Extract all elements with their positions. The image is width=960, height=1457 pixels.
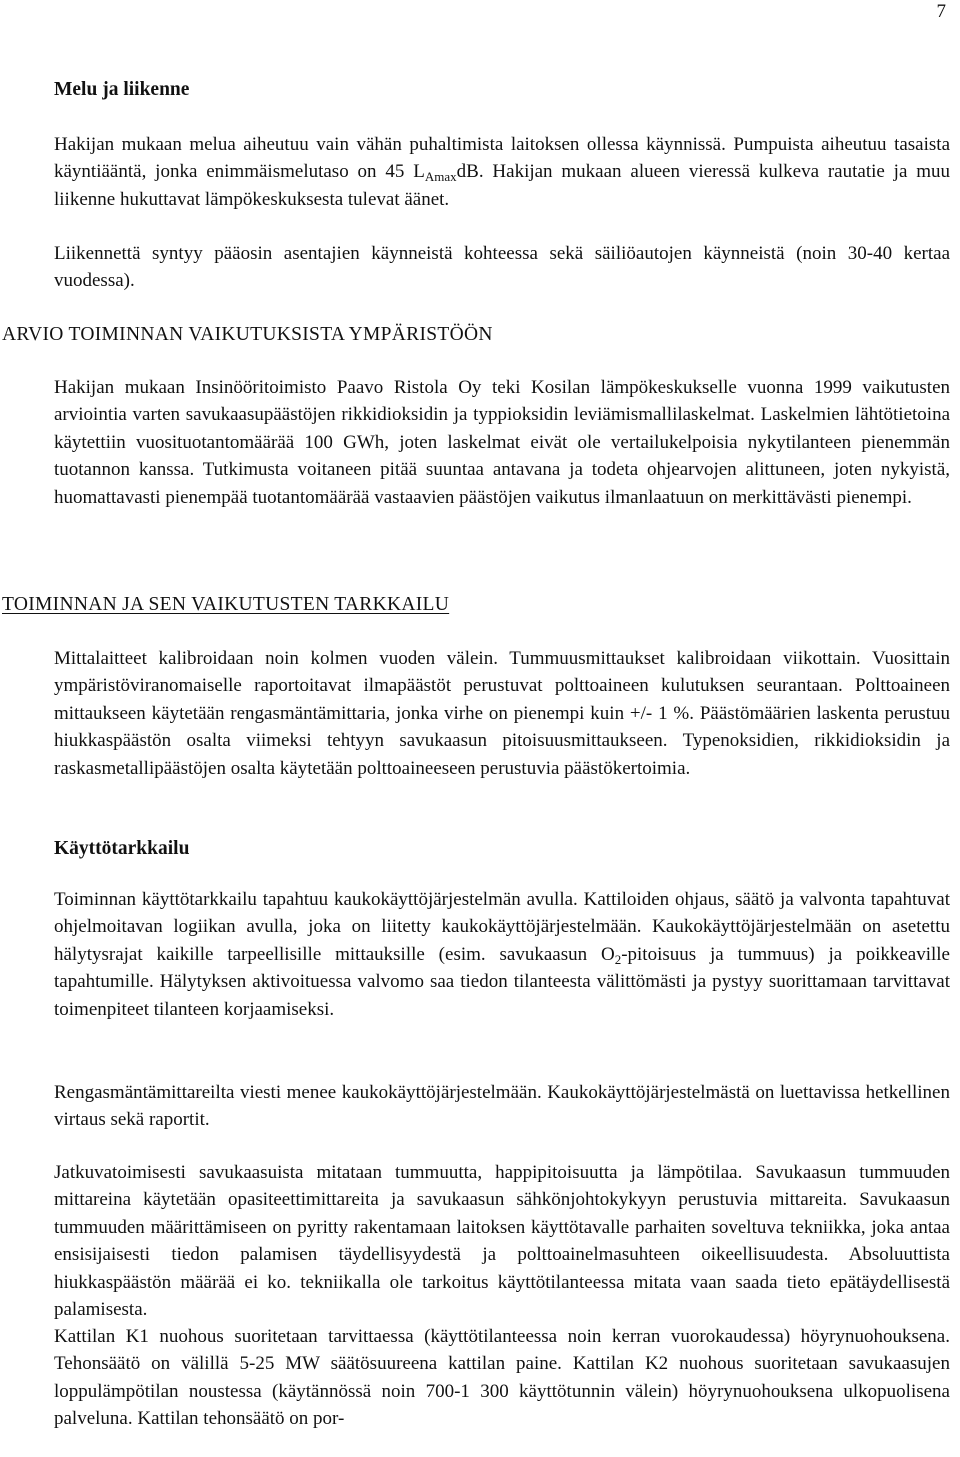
paragraph-melu-1-text-b: dB. Hakijan mukaan alueen vieressä kulkeva rautatie ja muu liikenne hukuttavat lämpökeskuksesta tulevat äänet.: [54, 161, 951, 210]
paragraph-tarkkailu-1: Mittalaitteet kalibroidaan noin kolmen vuoden välein. Tummuusmittaukset kalibroidaan viikottain. Vuosittain ympäristöviranomaiselle raportoitavat ilmapäästöt perustuvat polttoaineen kulutuksen seurantaan. Polttoaineen mittaukseen käytetään rengasmäntämittaria, jonka virhe on pienempi kuin +/- 1 %. Päästömäärien laskenta perustuu hiukkaspäästön osalta viimeksi tehtyyn savukaasun pitoisuusmittaukseen. Typenoksidien, rikkidioksidin ja raskasmetallipäästöjen osalta käytetään polttoaineeseen perustuvia päästökertoimia.: [54, 648, 950, 779]
heading-melu: Melu ja liikenne: [54, 79, 190, 100]
paragraph-kayttotarkkailu-2: Rengasmäntämittareilta viesti menee kaukokäyttöjärjestelmään. Kaukokäyttöjärjestelmästä on luettavissa hetkellinen virtaus sekä raportit.: [54, 1082, 950, 1131]
paragraph-kayttotarkkailu-1: [0, 886, 960, 1023]
subscript-o2: 2: [614, 951, 622, 967]
paragraph-melu-1-text-a: Hakijan mukaan melua aiheutuu vain vähän puhaltimista laitoksen ollessa käynnissä. Pumpuista aiheutuu tasaista käyntiääntä, jonka enimmäismelutaso on 45 L: [54, 134, 950, 183]
heading-tarkkailu: TOIMINNAN JA SEN VAIKUTUSTEN TARKKAILU: [2, 594, 450, 615]
paragraph-melu-2: Liikennettä syntyy pääosin asentajien käynneistä kohteessa sekä säiliöautojen käynneistä (noin 30-40 kertaa vuodessa).: [54, 243, 950, 292]
paragraph-kayttotarkkailu-3: Jatkuvatoimisesti savukaasuista mitataan tummuutta, happipitoisuutta ja lämpötilaa. Savukaasun tummuuden mittareina käytetään opasiteettimittareita ja savukaasun sähkönjohtokykyyn perustuvia mittareita. Savukaasun tummuuden määrittämiseen on pyritty rakentamaan laitoksen käyttötavalle parhaiten soveltuva tekniikka, joka antaa ensisijaisesti tiedon palamisen täydellisyydestä ja polttoainelmasuhteen oikeellisuudesta. Absoluuttista hiukkaspäästön määrää ei ko. tekniikalla ole tarkoitus käyttötilanteessa mitata vaan saada tieto epätäydellisestä palamisesta.: [54, 1162, 950, 1321]
subscript-amax: Amax: [424, 169, 457, 185]
paragraph-kayttotarkkailu-1-text-b: -pitoisuus ja tummuus) ja poikkeaville tapahtumille. Hälytyksen aktivoituessa valvomo saa tiedon tilanteesta välittömästi ja pystyy suorittamaan tarvittavat toimenpiteet tilanteen korjaamiseksi.: [54, 943, 950, 1020]
heading-kayttotarkkailu: Käyttötarkkailu: [54, 838, 190, 859]
paragraph-kayttotarkkailu-1-text-a: Toiminnan käyttötarkkailu tapahtuu kaukokäyttöjärjestelmän avulla. Kattiloiden ohjaus, säätö ja valvonta tapahtuvat ohjelmoitavan logiikan avulla, joka on liitetty kaukokäyttöjärjestelmään. Kaukokäyttöjärjestelmään on asetettu hälytysrajat kaikille tarpeellisille mittauksille (esim. savukaasun O: [54, 889, 950, 965]
heading-arvio: ARVIO TOIMINNAN VAIKUTUKSISTA YMPÄRISTÖÖN: [2, 324, 493, 345]
paragraph-kayttotarkkailu-4: Kattilan K1 nuohous suoritetaan tarvittaessa (käyttötilanteessa noin kerran vuorokaudessa) höyrynuohouksena. Tehonsäätö on välillä 5-25 MW säätösuureena kattilan paine. Kattilan K2 nuohous suoritetaan savukaasujen loppulämpötilan noustessa (käytännössä noin 700-1 300 käyttötunnin välein) höyrynuohouksena ulkopuolisena palveluna. Kattilan tehonsäätö on por-: [54, 1326, 950, 1430]
paragraph-melu-1: [0, 131, 960, 213]
paragraph-arvio-1: Hakijan mukaan Insinööritoimisto Paavo Ristola Oy teki Kosilan lämpökeskukselle vuonna 1999 vaikutusten arviointia varten savukaasupäästöjen rikkidioksidin ja typpioksidin leviämismallilaskelmat. Laskelmien lähtötietoina käytettiin vuosituotantomäärää 100 GWh, joten laskelmat eivät ole vertailukelpoisia nykytilanteen pienemmän tuotannon kanssa. Tutkimusta voitaneen pitää suuntaa antavana ja todeta ohjearvojen alittuneen, joten nykyistä, huomattavasti pienempää tuotantomäärää vastaavien päästöjen vaikutus ilmanlaatuun on merkittävästi pienempi.: [54, 377, 950, 508]
page-number: 7: [936, 1, 946, 22]
